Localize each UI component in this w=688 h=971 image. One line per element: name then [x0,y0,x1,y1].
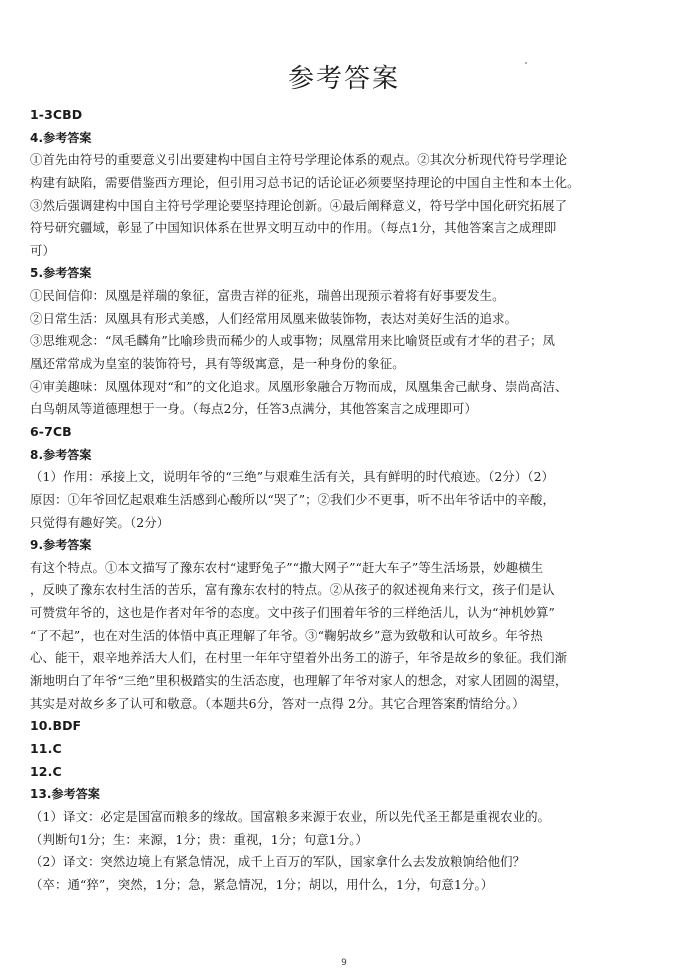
answer-text-line: ①首先由符号的重要意义引出要建构中国自主符号学理论体系的观点。②其次分析现代符号学理论 [30,152,568,168]
page-number: 9 [341,958,347,968]
answer-text-line: （卒：通“猝”，突然，1分；急，紧急情况，1分；胡以，用什么，1分，句意1分。） [30,876,494,892]
answer-text-line: 心、能干，艰辛地养活大人们，在村里一年年守望着外出务工的游子，年爷是故乡的象征。我们渐 [30,650,568,666]
answer-text-line: 渐地明白了年爷“三绝”里积极踏实的生活态度，也理解了年爷对家人的想念，对家人团圆的渴望， [30,673,568,689]
answer-text-line: 符号研究疆域，彰显了中国知识体系在世界文明互动中的作用。（每点1分，其他答案言之成理即 [30,220,557,236]
answer-text-line: ，反映了豫东农村生活的苦乐，富有豫东农村的特点。②从孩子的叙述视角来行文，孩子们是认 [30,582,555,598]
answer-text-line: 有这个特点。①本文描写了豫东农村“逮野兔子”“撒大网子”“赶大车子”等生活场景，妙趣横生 [30,559,544,575]
answer-text-line: （2）译文：突然边境上有紧急情况，成千上百万的军队，国家拿什么去发放粮饷给他们？ [30,854,526,870]
answer-text-line: 可） [30,242,55,258]
answer-text-line: （1）译文：必定是国富而粮多的缘故。国富粮多来源于农业，所以先代圣王都是重视农业的。 [30,808,551,824]
answer-key-line: 1-3CBD [30,107,83,122]
question-heading: 5.参考答案 [30,266,92,281]
answer-key-line: 6-7CB [30,423,72,439]
answer-text-line: 其实是对故乡多了认可和敬意。（本题共6分，答对一点得 2分。其它合理答案酌情给分。） [30,695,525,711]
answer-key-line: 11.C [30,740,62,756]
answer-text-line: ③思维观念：“凤毛麟角”比喻珍贵而稀少的人或事物；凤凰常用来比喻贤臣或有才华的君子；凤 [30,333,555,349]
answer-text-line: 构建有缺陷，需要借鉴西方理论，但引用习总书记的话论证必须要坚持理论的中国自主性和本土化。 [30,174,580,190]
answer-text-line: 只觉得有趣好笑。（2分） [30,514,170,530]
answer-text-line: ④审美趣味：凤凰体现对“和”的文化追求。凤凰形象融合万物而成，凤凰集舍己献身、崇尚高洁、 [30,378,568,394]
answer-text-line: ③然后强调建构中国自主符号学理论要坚持理论创新。④最后阐释意义，符号学中国化研究拓展了 [30,197,568,213]
question-heading: 9.参考答案 [30,538,92,553]
question-heading: 8.参考答案 [30,447,92,462]
answer-text-line: （1）作用：承接上文，说明年爷的“三绝”与艰难生活有关，具有鲜明的时代痕迹。（2分）（2） [30,469,555,485]
question-heading: 4.参考答案 [30,130,92,145]
question-heading: 13.参考答案 [30,787,100,802]
answer-text-line: “了不起”，也在对生活的体悟中真正理解了年爷。③“鞠躬故乡”意为致敬和认可故乡。年爷热 [30,627,543,643]
answer-text-line: 可赞赏年爷的，这也是作者对年爷的态度。文中孩子们围着年爷的三样绝活儿，认为“神机妙算” [30,605,555,621]
answer-text-line: ②日常生活：凤凰具有形式美感，人们经常用凤凰来做装饰物，表达对美好生活的追求。 [30,310,518,326]
answer-text-line: 白鸟朝凤等道德理想于一身。（每点2分，任答3点满分，其他答案言之成理即可） [30,401,477,417]
answer-key-line: 12.C [30,763,62,779]
answer-content [30,104,660,896]
answer-key-line: 10.BDF [30,718,82,734]
answer-text-line: ①民间信仰：凤凰是祥瑞的象征，富贵吉祥的征兆，瑞兽出现预示着将有好事要发生。 [30,288,505,304]
answer-text-line: 原因：①年爷回忆起艰难生活感到心酸所以“哭了”；②我们少不更事，听不出年爷话中的辛酸， [30,491,555,507]
answer-text-line: 凰还常常成为皇室的装饰符号，具有等级寓意，是一种身份的象征。 [30,356,405,372]
page-title: 参考答案 [287,64,400,94]
answer-text-line: （判断句1分；生：来源，1分；贵：重视，1分；句意1分。） [30,831,368,847]
